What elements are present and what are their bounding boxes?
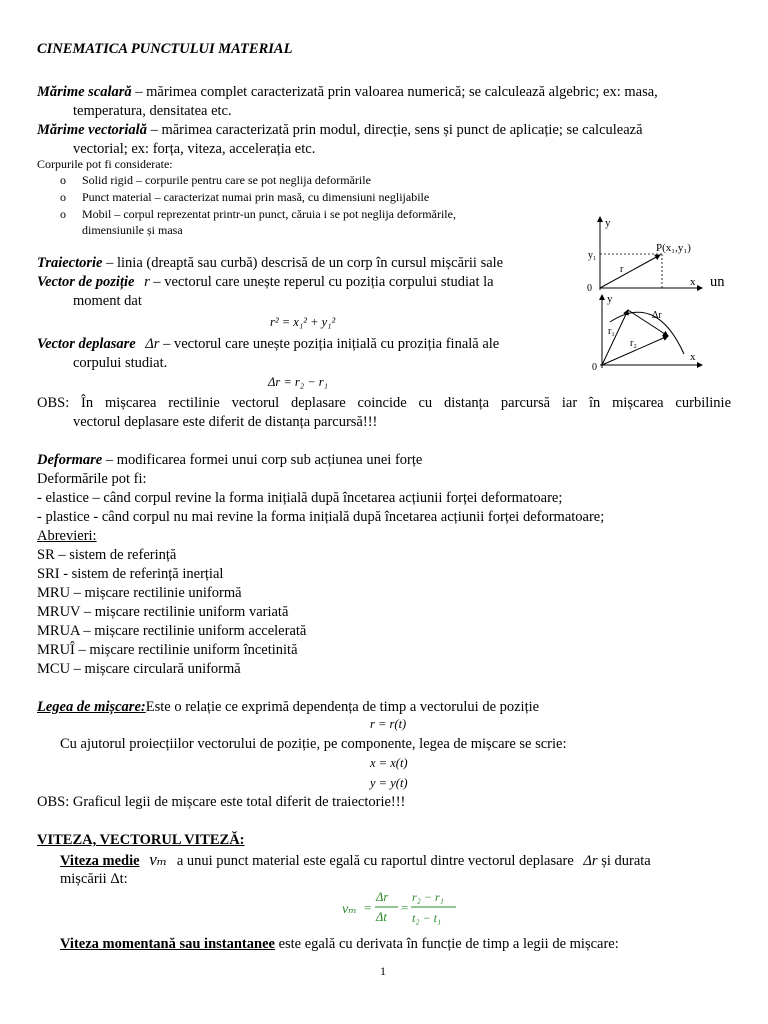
- eq-equals-2: =: [401, 900, 409, 915]
- displacement-definition: [37, 335, 499, 353]
- position-vector-figure: [586, 214, 706, 294]
- position-continuation: moment dat: [73, 293, 142, 309]
- abbrev-item: SRI - sistem de referință inerțial: [37, 566, 224, 582]
- avg-speed-continuation: mișcării Δt:: [60, 871, 128, 887]
- eq-den1: Δt: [376, 910, 387, 924]
- inst-speed-term: Viteza momentană sau instantanee: [60, 936, 275, 952]
- top-origin-label: 0: [587, 283, 592, 294]
- bottom-origin-label: 0: [592, 362, 597, 373]
- position-definition: [37, 273, 494, 291]
- bullet-marker: o: [60, 190, 66, 204]
- displacement-term: Vector deplasare: [37, 336, 136, 352]
- speed-heading: VITEZA, VECTORUL VITEZĂ:: [37, 832, 245, 848]
- eq-den2: t₂ − t₁: [412, 911, 442, 925]
- law-obs: OBS: Graficul legii de mișcare este total diferit de traiectorie!!!: [37, 794, 406, 810]
- eq-lhs: vₘ: [342, 902, 357, 917]
- scalar-continuation: temperatura, densitatea etc.: [73, 103, 232, 119]
- abbrev-heading: Abrevieri:: [37, 528, 97, 544]
- bottom-dr-label: Δr: [652, 310, 662, 321]
- list-item: Punct material – caracterizat numai prin masă, cu dimensiuni neglijabile: [82, 190, 430, 204]
- bottom-x-axis-label: x: [690, 351, 696, 363]
- deformation-types-intro: Deformările pot fi:: [37, 471, 147, 487]
- vectorial-term: Mărime vectorială: [37, 122, 147, 138]
- obs-displacement-continuation: vectorul deplasare este diferit de distanța parcursă!!!: [73, 414, 378, 430]
- bullet-marker: o: [60, 207, 66, 221]
- displacement-text: – vectorul care unește poziția inițială cu proziția finală ale: [159, 336, 500, 352]
- vectorial-definition: [37, 121, 643, 139]
- deformation-text: – modificarea formei unui corp sub acțiunea unei forțe: [102, 452, 423, 468]
- position-formula: r² = x₁² + y₁²: [270, 315, 336, 329]
- avg-speed-term: Viteza medie: [60, 853, 140, 869]
- obs-displacement: OBS: În mișcarea rectilinie vectorul deplasare coincide cu distanța parcursă iar în mișcarea curbilinie: [37, 395, 731, 411]
- position-text: – vectorul care unește reperul cu poziția corpului studiat la: [149, 274, 494, 290]
- trajectory-curve: [610, 312, 684, 354]
- abbrev-item: MRUA – mișcare rectilinie uniform accelerată: [37, 623, 307, 639]
- law-formula: r = r(t): [370, 717, 407, 731]
- list-item: Solid rigid – corpurile pentru care se pot neglija deformările: [82, 173, 371, 187]
- list-item: Mobil – corpul reprezentat printr-un punct, căruia i se pot neglija deformările,: [82, 207, 456, 221]
- abbrev-item: MRUV – mișcare rectilinie uniform variată: [37, 604, 289, 620]
- vectorial-continuation: vectorial; ex: forța, viteza, accelerația etc.: [73, 141, 316, 157]
- displacement-formula: Δr = r₂ − r₁: [268, 375, 328, 389]
- scalar-term: Mărime scalară: [37, 84, 132, 100]
- avg-speed-definition: [60, 851, 651, 870]
- deformation-elastic: - elastice – când corpul revine la forma inițială după încetarea acțiunii forței deformatoare;: [37, 490, 563, 506]
- eq-equals: =: [364, 900, 372, 915]
- law-term: Legea de mișcare:: [37, 699, 146, 715]
- position-vector-arrow: [600, 255, 660, 288]
- eq-num2: r₂ − r₁: [412, 890, 444, 904]
- scalar-definition: [37, 83, 658, 101]
- eq-num1: Δr: [376, 890, 389, 904]
- page-number: 1: [380, 964, 386, 978]
- abbrev-item: MRU – mișcare rectilinie uniformă: [37, 585, 242, 601]
- r1-vector-arrow: [602, 310, 628, 365]
- top-point-label: P(x₁,y₁): [656, 242, 691, 254]
- law-formula-y: y = y(t): [370, 776, 408, 790]
- deformation-definition: [37, 451, 422, 469]
- avg-speed-equation: [340, 884, 460, 930]
- top-r-label: r: [620, 264, 624, 275]
- abbrev-item: SR – sistem de referință: [37, 547, 177, 563]
- page-title: CINEMATICA PUNCTULUI MATERIAL: [37, 41, 293, 57]
- displacement-symbol: Δr: [145, 336, 160, 352]
- displacement-vector-figure: [586, 292, 706, 374]
- avg-speed-symbol: vₘ: [149, 850, 168, 869]
- displacement-continuation: corpului studiat.: [73, 355, 168, 371]
- trajectory-text: – linia (dreaptă sau curbă) descrisă de un corp în cursul mișcării sale: [102, 255, 504, 271]
- bottom-r1-label: r₁: [608, 326, 615, 337]
- bodies-intro: Corpurile pot fi considerate:: [37, 157, 173, 171]
- abbrev-item: MCU – mișcare circulară uniformă: [37, 661, 241, 677]
- trajectory-definition: [37, 254, 503, 272]
- law-definition: [37, 698, 539, 716]
- top-x-axis-label: x: [690, 276, 696, 288]
- avg-speed-tail: și durata: [597, 853, 651, 869]
- bullet-marker: o: [60, 173, 66, 187]
- top-y1-label: y₁: [588, 250, 597, 261]
- position-symbol: r: [144, 274, 150, 290]
- law-formula-x: x = x(t): [370, 756, 408, 770]
- scalar-text: – mărimea complet caracterizată prin valoarea numerică; se calculează algebric; ex: masa,: [131, 84, 658, 100]
- bottom-r2-label: r₂: [630, 338, 637, 349]
- bottom-y-axis-label: y: [607, 293, 613, 305]
- list-item-continuation: dimensiunile și masa: [82, 223, 183, 237]
- abbrev-item: MRUÎ – mișcare rectilinie uniform încetinită: [37, 642, 298, 658]
- deformation-plastic: - plastice - când corpul nu mai revine la forma inițială după încetarea acțiunii forței deformatoare;: [37, 509, 605, 525]
- position-tail: un: [710, 274, 725, 290]
- vectorial-text: – mărimea caracterizată prin modul, direcție, sens și punct de aplicație; se calculează: [146, 122, 643, 138]
- law-projection-text: Cu ajutorul proiecțiilor vectorului de poziție, pe componente, legea de mișcare se scrie:: [60, 736, 567, 752]
- displacement-symbol-inline: Δr: [583, 853, 598, 869]
- inst-speed-definition: [60, 935, 619, 953]
- trajectory-term: Traiectorie: [37, 255, 103, 271]
- inst-speed-text: este egală cu derivata în funcție de timp a legii de mișcare:: [274, 936, 619, 952]
- avg-speed-text: a unui punct material este egală cu raportul dintre vectorul deplasare: [173, 853, 574, 869]
- law-text: Este o relație ce exprimă dependența de timp a vectorului de poziție: [145, 699, 540, 715]
- deformation-term: Deformare: [37, 452, 103, 468]
- position-term: Vector de poziție: [37, 274, 135, 290]
- top-y-axis-label: y: [605, 217, 611, 229]
